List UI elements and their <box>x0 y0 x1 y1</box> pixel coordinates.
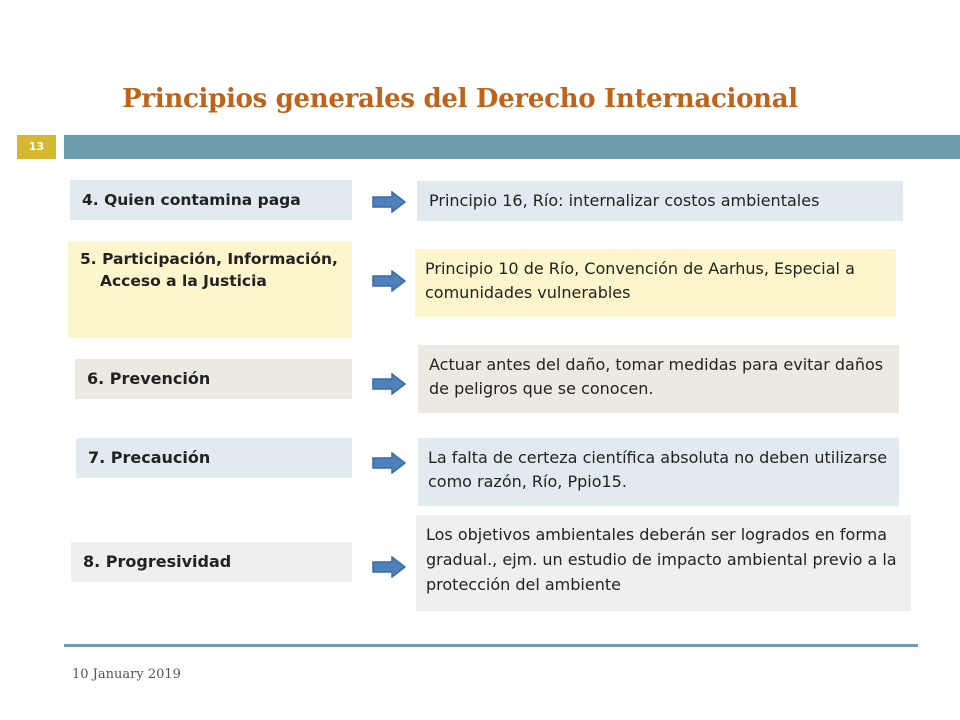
principle-desc-6 <box>418 345 899 413</box>
footer-line <box>64 644 918 647</box>
principle-desc-5-text: Principio 10 de Río, Convención de Aarhus, Especial a comunidades vulnerables <box>425 259 855 302</box>
principle-desc-6-text: Actuar antes del daño, tomar medidas para evitar daños de peligros que se conocen. <box>429 355 884 398</box>
arrow-right-icon <box>372 556 406 578</box>
footer-date: 10 January 2019 <box>72 667 181 682</box>
principle-label-6 <box>75 359 352 399</box>
principle-label-4 <box>70 180 352 220</box>
principle-label-5 <box>68 242 352 338</box>
principle-desc-7-text: La falta de certeza científica absoluta no deben utilizarse como razón, Río, Ppio15. <box>428 448 888 491</box>
principle-label-8 <box>71 542 352 582</box>
header-bar <box>64 135 960 159</box>
principle-desc-4-text: Principio 16, Río: internalizar costos ambientales <box>429 191 820 210</box>
principle-desc-4 <box>417 181 903 221</box>
principle-label-5-text: 5. Participación, Información, Acceso a la Justicia <box>80 250 338 290</box>
arrow-right-icon <box>372 452 406 474</box>
arrow-right-icon <box>372 373 406 395</box>
principle-label-7 <box>76 438 352 478</box>
principle-desc-7 <box>418 438 899 506</box>
arrow-right-icon <box>372 191 406 213</box>
principle-desc-8-text: Los objetivos ambientales deberán ser logrados en forma gradual., ejm. un estudio de impacto ambiental previo a la protección del ambiente <box>426 525 897 594</box>
slide-title: Principios generales del Derecho Internacional <box>122 84 798 114</box>
arrow-right-icon <box>372 270 406 292</box>
principle-desc-5 <box>415 249 896 317</box>
principle-label-4-text: 4. Quien contamina paga <box>82 191 301 209</box>
principle-desc-8 <box>416 515 911 611</box>
principle-label-8-text: 8. Progresividad <box>83 552 232 571</box>
slide-number: 13 <box>17 135 56 159</box>
principle-label-7-text: 7. Precaución <box>88 448 211 467</box>
principle-label-6-text: 6. Prevención <box>87 369 211 388</box>
